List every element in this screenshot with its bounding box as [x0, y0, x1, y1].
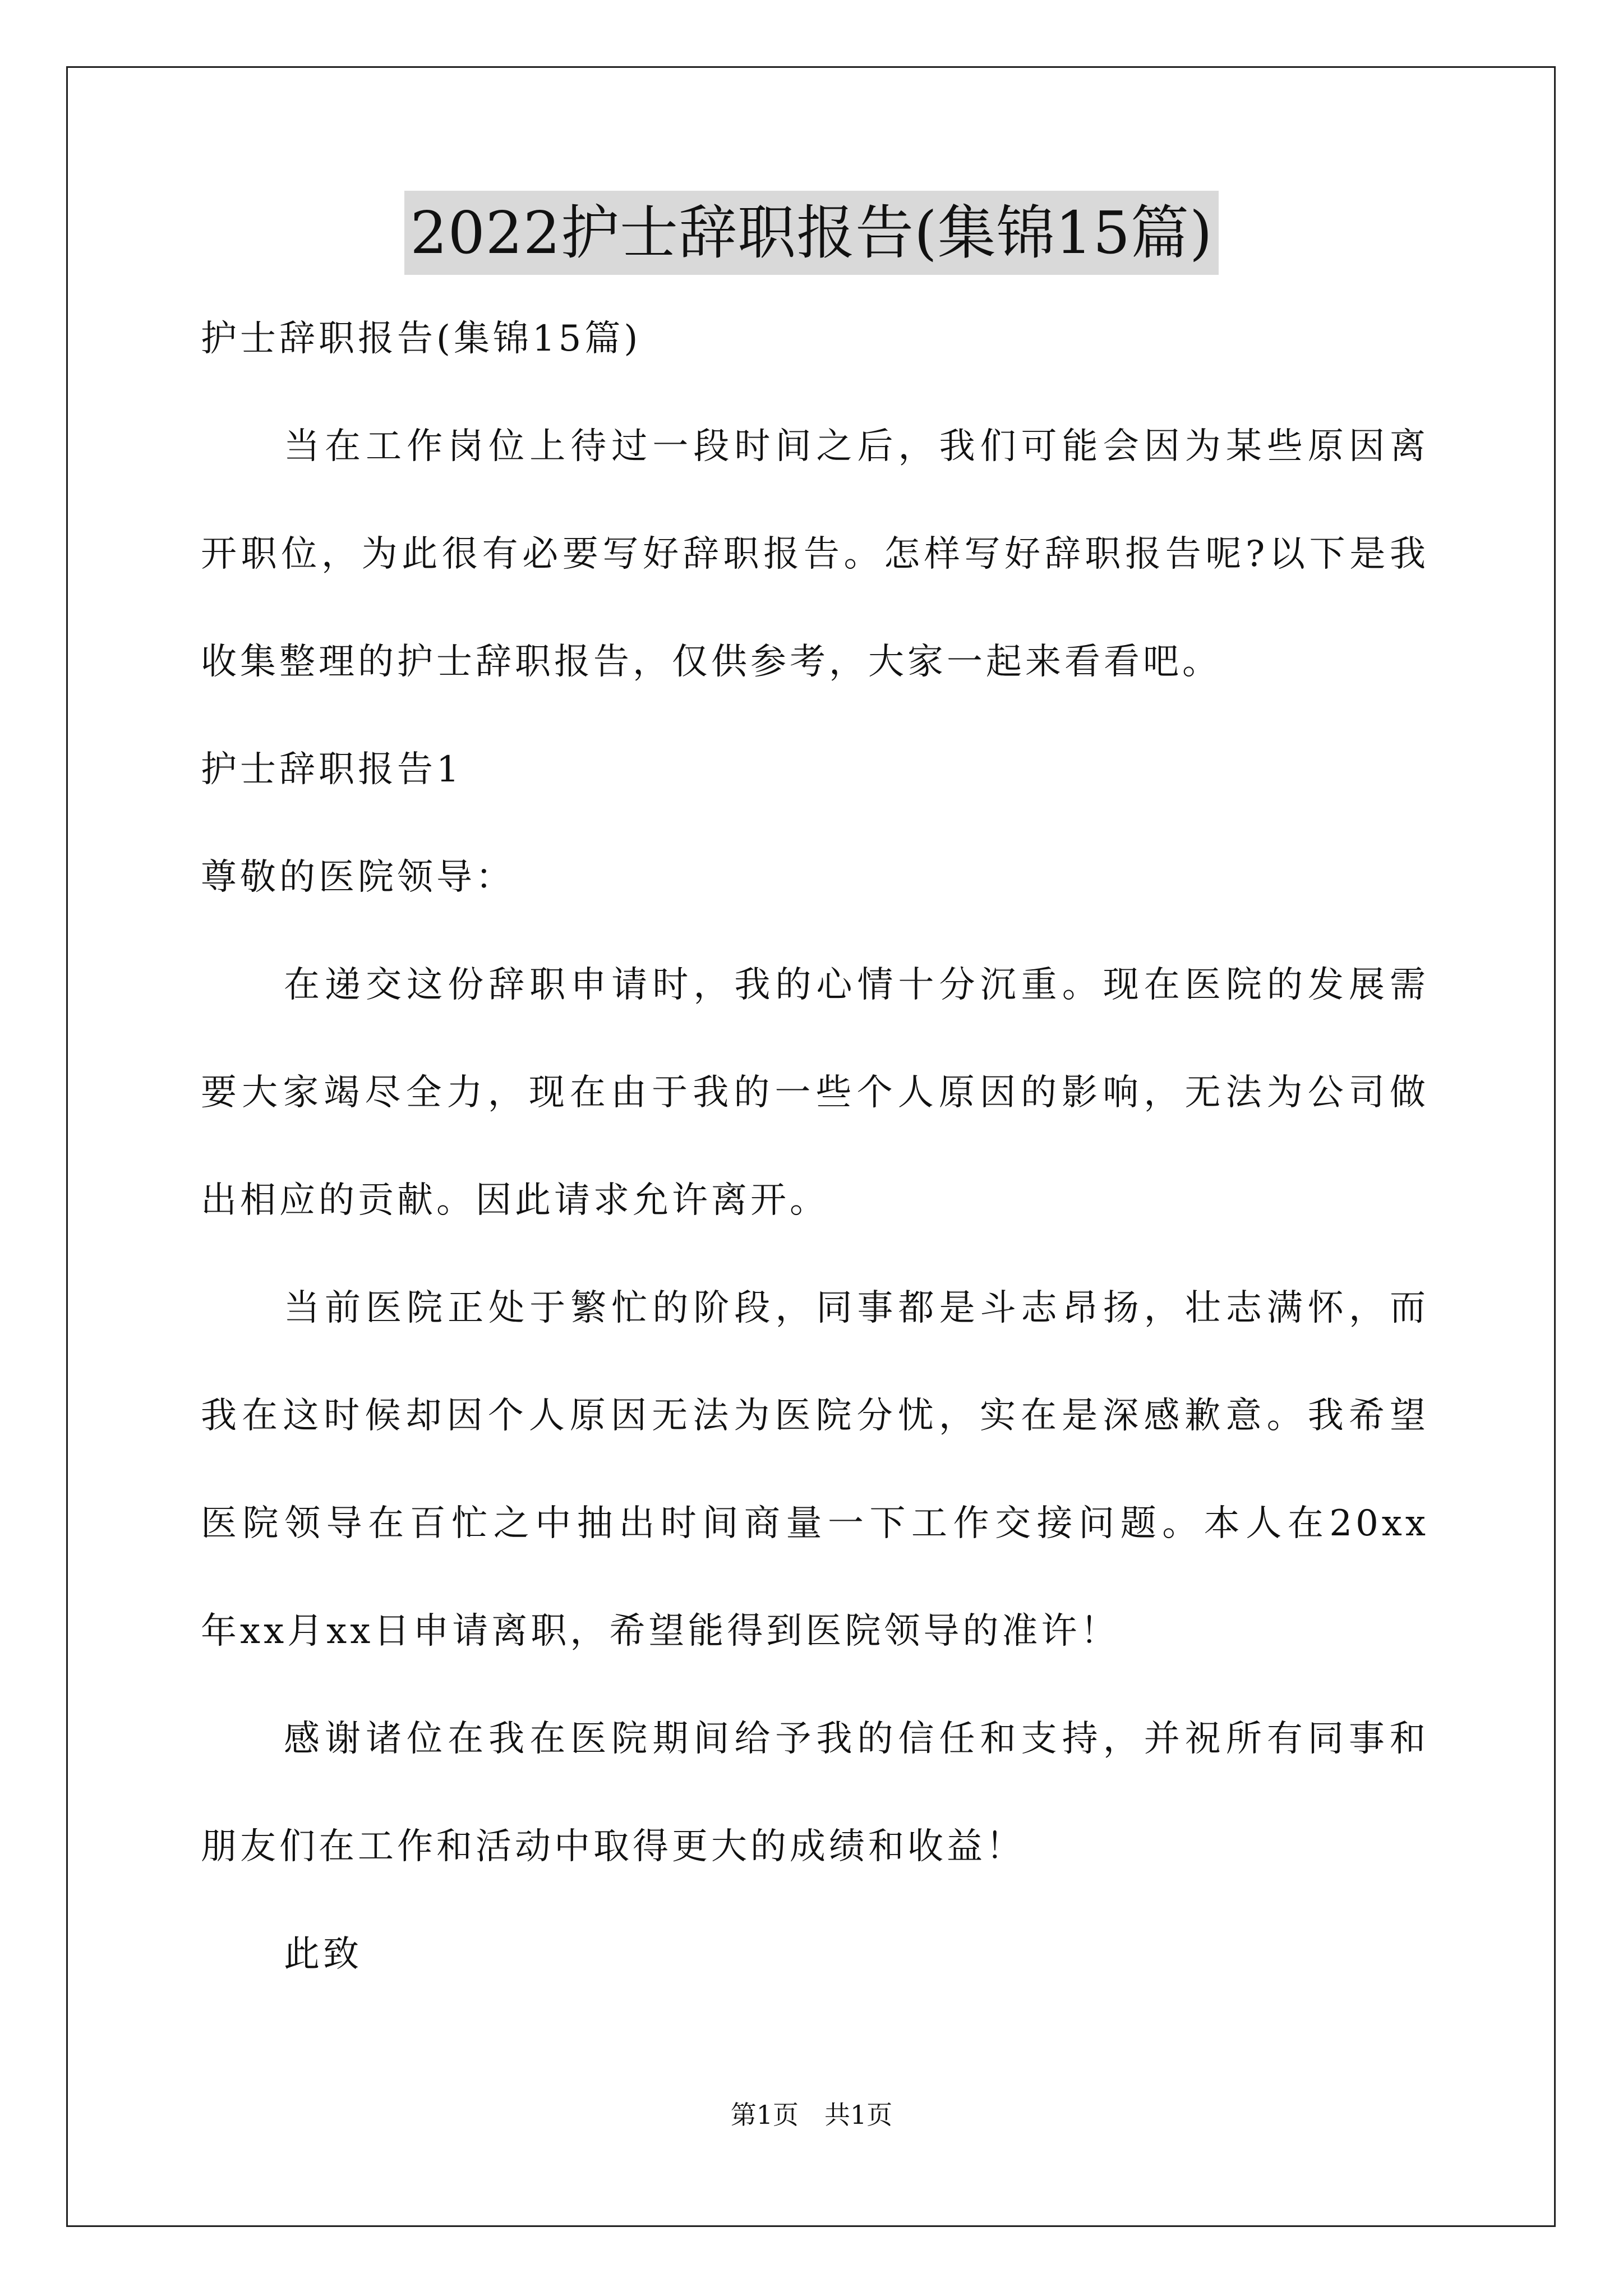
text-line: 当前医院正处于繁忙的阶段，同事都是斗志昂扬，壮志满怀，而 — [284, 1287, 1429, 1329]
text-line: 护士辞职报告1 — [201, 749, 463, 790]
text-line: 要大家竭尽全力，现在由于我的一些个人原因的影响，无法为公司做 — [201, 1072, 1429, 1114]
document-body — [201, 311, 1429, 2034]
text-line: 感谢诸位在我在医院期间给予我的信任和支持，并祝所有同事和 — [284, 1718, 1429, 1760]
document-title: 2022护士辞职报告(集锦15篇) — [404, 191, 1218, 275]
text-line: 朋友们在工作和活动中取得更大的成绩和收益！ — [201, 1826, 1025, 1867]
title-container — [0, 191, 1623, 275]
text-line: 尊敬的医院领导： — [201, 857, 515, 898]
page-footer: 第1页 共1页 — [730, 2100, 893, 2130]
text-line: 我在这时候却因个人原因无法为医院分忧，实在是深感歉意。我希望 — [201, 1395, 1429, 1437]
text-line: 开职位，为此很有必要写好辞职报告。怎样写好辞职报告呢?以下是我 — [201, 533, 1429, 575]
text-line: 护士辞职报告(集锦15篇) — [201, 318, 642, 360]
text-line: 年xx月xx日申请离职，希望能得到医院领导的准许！ — [201, 1611, 1120, 1652]
text-line: 出相应的贡献。因此请求允许离开。 — [201, 1180, 829, 1221]
text-line: 当在工作岗位上待过一段时间之后，我们可能会因为某些原因离 — [284, 426, 1429, 467]
text-line: 医院领导在百忙之中抽出时间商量一下工作交接问题。本人在20xx — [201, 1503, 1429, 1544]
text-line: 收集整理的护士辞职报告，仅供参考，大家一起来看看吧。 — [201, 641, 1221, 683]
text-line: 此致 — [284, 1934, 362, 1975]
text-line: 在递交这份辞职申请时，我的心情十分沉重。现在医院的发展需 — [284, 964, 1429, 1006]
